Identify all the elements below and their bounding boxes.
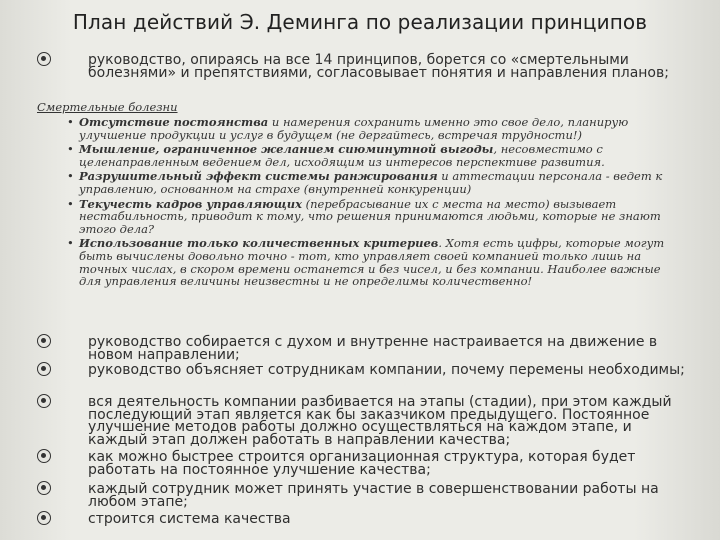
disease-item: • Использование только количественных критериев. Хотя есть цифры, которые могут быть вычислены довольно точно - тот, кто управляет своей компанией только лишь на точных числах, в скором времени останется и без чисел, и без компании. Наиболее важные для управления величины неизвестны и не определимы количественно! [37, 237, 667, 287]
target-bullet-icon [37, 362, 51, 376]
intro-paragraph: руководство, опираясь на все 14 принципов, борется со «смертельными болезнями» и препятствиями, согласовывает понятия и направления планов; [88, 52, 669, 81]
step-paragraph: руководство собирается с духом и внутренне настраивается на движение в новом направлении; [88, 334, 658, 363]
slide-title: План действий Э. Деминга по реализации принципов [72, 10, 648, 34]
deadly-diseases-heading: Смертельные болезни [37, 100, 178, 114]
target-bullet-icon [37, 449, 51, 463]
target-bullet-icon [37, 52, 51, 66]
disease-item: • Разрушительный эффект системы ранжирования и аттестации персонала - ведет к управлению, основанном на страхе (внутренней конкуренции) [37, 170, 667, 195]
step-paragraph: каждый сотрудник может принять участие в совершенствовании работы на любом этапе; [88, 481, 659, 510]
target-bullet-icon [37, 511, 51, 525]
step-paragraph: вся деятельность компании разбивается на этапы (стадии), при этом каждый последующий этап является как бы заказчиком предыдущего. Постоянное улучшение методов работы должно осуществляться на каждом этапе, и каждый этап должен работать в направлении качества; [88, 394, 672, 448]
disease-item: • Отсутствие постоянства и намерения сохранить именно это свое дело, планирую улучшение продукции и услуг в будущем (не дергайтесь, встречая трудности!) [37, 116, 667, 141]
step-paragraph: строится система качества [88, 511, 291, 527]
disease-item: • Текучесть кадров управляющих (перебрасывание их с места на место) вызывает нестабильность, приводит к тому, что решения принимаются людьми, которые не знают этого дела? [37, 198, 667, 236]
deadly-diseases-list [37, 116, 667, 288]
target-bullet-icon [37, 334, 51, 348]
deadly-diseases-section [37, 100, 667, 288]
target-bullet-icon [37, 481, 51, 495]
step-paragraph: как можно быстрее строится организационная структура, которая будет работать на постоянное улучшение качества; [88, 449, 636, 478]
target-bullet-icon [37, 394, 51, 408]
disease-item: • Мышление, ограниченное желанием сиюминутной выгоды, несовместимо с целенаправленным ведением дел, исходящим из интересов перспективе развития. [37, 143, 667, 168]
step-paragraph: руководство объясняет сотрудникам компании, почему перемены необходимы; [88, 362, 685, 378]
